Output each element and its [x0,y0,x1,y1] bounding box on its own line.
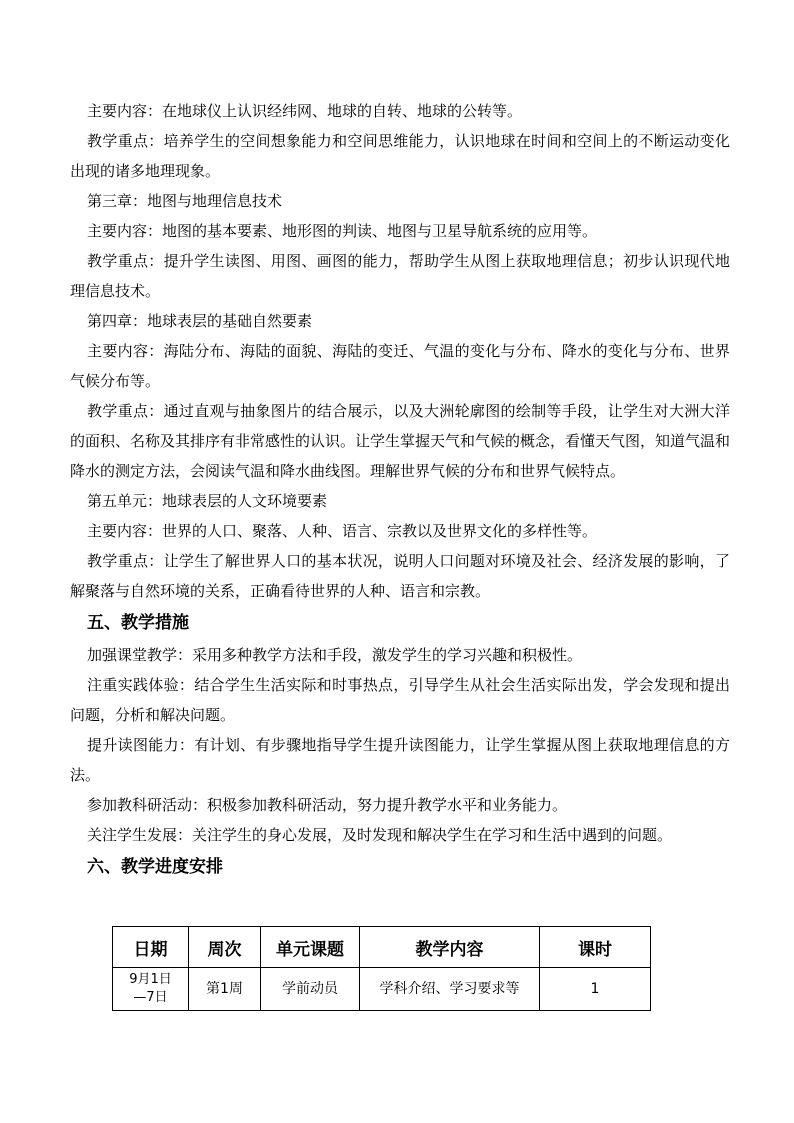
header-hours: 课时 [540,927,651,968]
header-content: 教学内容 [360,927,540,968]
paragraph-human-focus: 教学重点：让学生了解世界人口的基本状况，说明人口问题对环境及社会、经济发展的影响，了解聚落与自然环境的关系，正确看待世界的人种、语言和宗教。 [70,552,730,600]
table-header-row [113,927,651,968]
paragraph-map-content: 主要内容：地图的基本要素、地形图的判读、地图与卫星导航系统的应用等。 [87,222,598,240]
paragraph-nature-focus: 教学重点：通过直观与抽象图片的结合展示，以及大洲轮廓图的绘制等手段，让学生对大洲大洋的面积、名称及其排序有非常感性的认识。让学生掌握天气和气候的概念，看懂天气图，知道气温和降水的测定方法，会阅读气温和降水曲线图。理解世界气候的分布和世界气候特点。 [70,402,731,480]
paragraph-earth-content: 主要内容：在地球仪上认识经纬网、地球的自转、地球的公转等。 [87,102,523,120]
measure-practice: 注重实践体验：结合学生生活实际和时事热点，引导学生从社会生活实际出发，学会发现和提出问题，分析和解决问题。 [70,676,730,724]
header-week: 周次 [189,927,261,968]
chapter-4-title: 第四章：地球表层的基础自然要素 [87,312,313,330]
measure-classroom: 加强课堂教学：采用多种教学方法和手段，激发学生的学习兴趣和积极性。 [87,646,583,664]
cell-content: 学科介绍、学习要求等 [360,968,540,1011]
header-date: 日期 [113,927,189,968]
chapter-3-title: 第三章：地图与地理信息技术 [87,192,283,210]
cell-date [113,968,189,1011]
cell-unit: 学前动员 [261,968,360,1011]
cell-week: 第1周 [189,968,261,1011]
section-5-heading: 五、教学措施 [87,613,189,633]
measure-student-development: 关注学生发展：关注学生的身心发展，及时发现和解决学生在学习和生活中遇到的问题。 [87,826,673,844]
paragraph-map-focus: 教学重点：提升学生读图、用图、画图的能力，帮助学生从图上获取地理信息；初步认识现代地理信息技术。 [70,252,730,300]
measure-research: 参加教科研活动：积极参加教科研活动，努力提升教学水平和业务能力。 [87,796,568,814]
cell-date-line2: —7日 [133,990,168,1005]
paragraph-nature-content: 主要内容：海陆分布、海陆的面貌、海陆的变迁、气温的变化与分布、降水的变化与分布、世界气候分布等。 [70,342,730,390]
header-unit: 单元课题 [261,927,360,968]
cell-date-line1: 9月1日 [129,972,172,987]
cell-hours: 1 [540,968,651,1011]
measure-map-reading: 提升读图能力：有计划、有步骤地指导学生提升读图能力，让学生掌握从图上获取地理信息的方法。 [70,736,730,784]
section-6-heading: 六、教学进度安排 [87,857,223,877]
paragraph-human-content: 主要内容：世界的人口、聚落、人种、语言、宗教以及世界文化的多样性等。 [87,522,598,540]
paragraph-earth-focus: 教学重点：培养学生的空间想象能力和空间思维能力，认识地球在时间和空间上的不断运动变化出现的诸多地理现象。 [70,132,730,180]
document-body [70,96,730,884]
unit-5-title: 第五单元：地球表层的人文环境要素 [87,492,328,510]
table-row [113,968,651,1011]
schedule-table [112,926,651,1011]
